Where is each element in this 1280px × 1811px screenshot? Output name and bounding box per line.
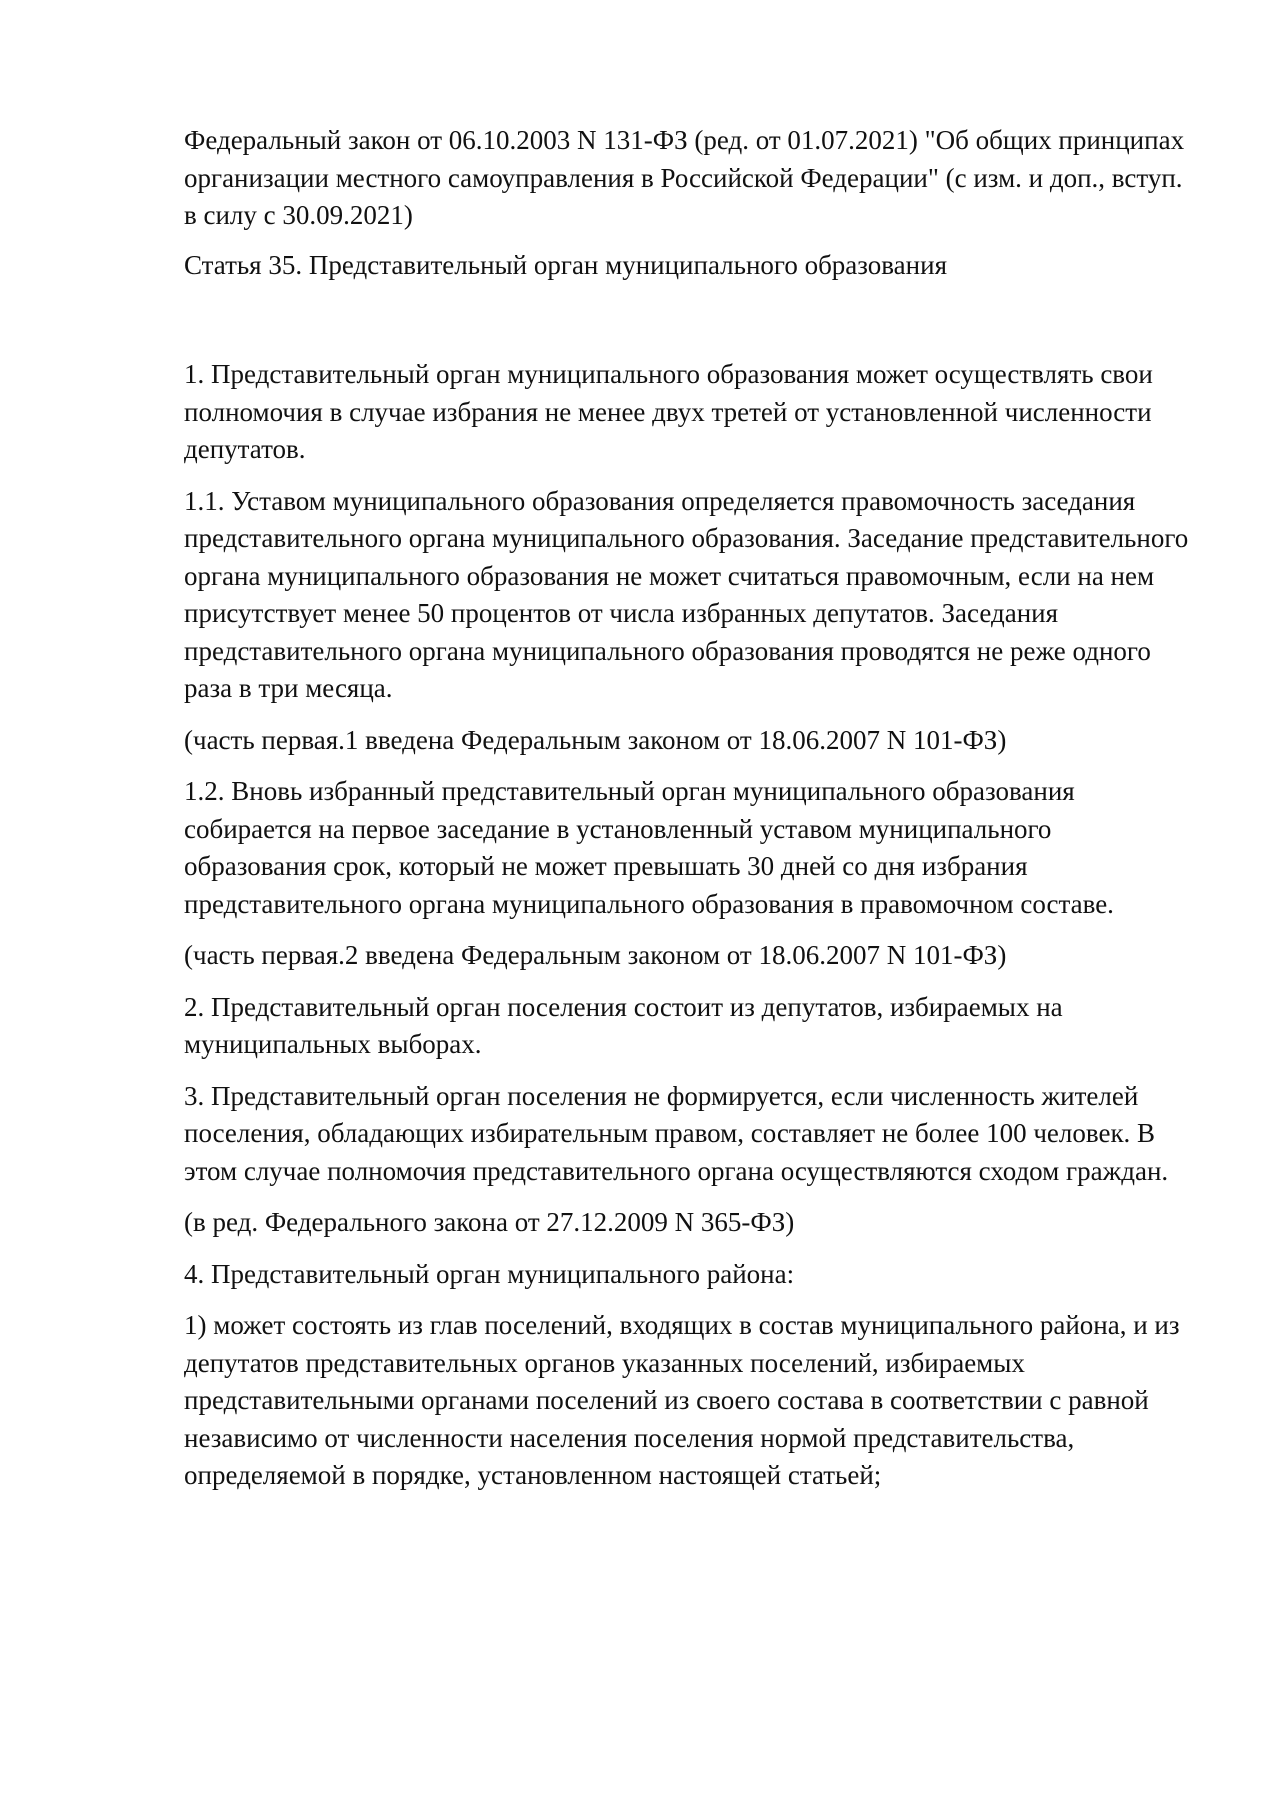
document-body [184, 122, 1192, 1509]
paragraph-4-item-1: 1) может состоять из глав поселений, входящих в состав муниципального района, и из депутатов представительных органов указанных поселений, избираемых представительными органами поселений из своего состава в соответствии с равной независимо от численности населения поселения нормой представительства, определяемой в порядке, установленном настоящей статьей; [184, 1310, 1180, 1490]
paragraph-3: 3. Представительный орган поселения не формируется, если численность жителей поселения, обладающих избирательным правом, составляет не более 100 человек. В этом случае полномочия представительного органа осуществляются сходом граждан. [184, 1080, 1169, 1186]
paragraph-4: 4. Представительный орган муниципального района: [184, 1258, 795, 1289]
amendment-note-1-2: (часть первая.2 введена Федеральным законом от 18.06.2007 N 101-ФЗ) [184, 940, 1007, 970]
amendment-note-3: (в ред. Федерального закона от 27.12.2009 N 365-ФЗ) [184, 1207, 795, 1237]
article-heading: Статья 35. Представительный орган муниципального образования [184, 249, 947, 280]
paragraph-1-1: 1.1. Уставом муниципального образования определяется правомочность заседания представительного органа муниципального образования. Заседание представительного органа муниципального образования не может считаться правомочным, если на нем присутствует менее 50 процентов от числа избранных депутатов. Заседания представительного органа муниципального образования проводятся не реже одного раза в три месяца. [184, 485, 1189, 703]
paragraph-2: 2. Представительный орган поселения состоит из депутатов, избираемых на муниципальных выборах. [184, 991, 1063, 1059]
document-title: Федеральный закон от 06.10.2003 N 131-ФЗ (ред. от 01.07.2021) "Об общих принципах организации местного самоуправления в Российской Федерации" (с изм. и доп., вступ. в силу с 30.09.2021) [184, 125, 1185, 230]
paragraph-1-2: 1.2. Вновь избранный представительный орган муниципального образования собирается на первое заседание в установленный уставом муниципального образования срок, который не может превышать 30 дней со дня избрания представительного органа муниципального образования в правомочном составе. [184, 776, 1114, 919]
amendment-note-1-1: (часть первая.1 введена Федеральным законом от 18.06.2007 N 101-ФЗ) [184, 724, 1007, 755]
paragraph-1: 1. Представительный орган муниципального образования может осуществлять свои полномочия в случае избрания не менее двух третей от установленной численности депутатов. [184, 359, 1153, 464]
